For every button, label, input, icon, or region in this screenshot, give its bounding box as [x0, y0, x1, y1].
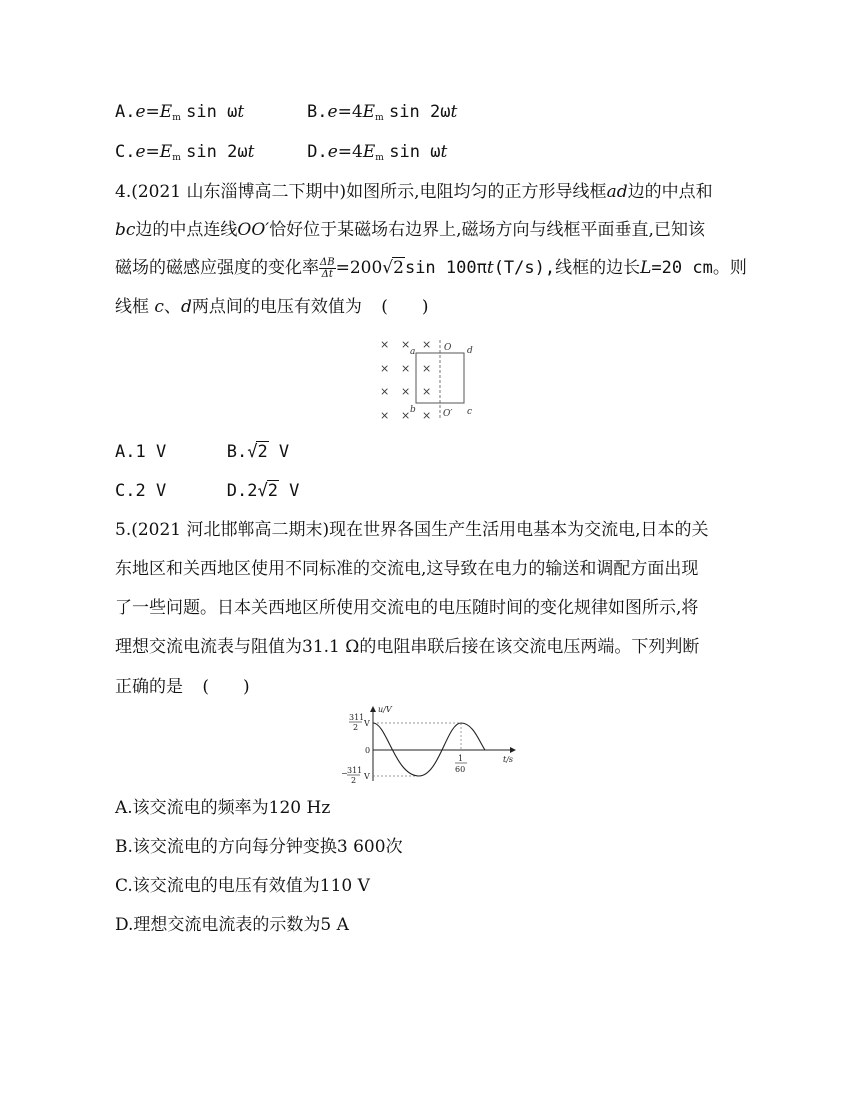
cross-mark: × [401, 362, 411, 375]
label-d: d [467, 346, 473, 356]
label-a: a [410, 347, 416, 357]
q4-options-row-1 [115, 440, 289, 464]
q5-stem-line-3: 了一些问题。日本关西地区所使用交流电的电压随时间的变化规律如图所示,将 [115, 598, 699, 618]
q4-option-a[interactable]: A.1 V [115, 442, 167, 462]
q5-stem-line-5: 正确的是 ( ) [115, 677, 250, 697]
answer-paren[interactable]: ( ) [381, 297, 429, 317]
q4-option-b[interactable]: B.√2 V [226, 442, 290, 462]
sqrt-two: √2 [382, 258, 404, 278]
q4-stem-line-3: 磁场的磁感应强度的变化率 $\frac{\Delta B}{\Delta t}$ =200√2sin 100πt(T/s),线框的边长L=20 cm。则 [115, 257, 747, 280]
label-b: b [410, 405, 416, 415]
origin-label: 0 [365, 746, 371, 755]
peak-label-unit: V [364, 719, 370, 728]
cross-mark: × [380, 362, 390, 375]
label-c: c [467, 407, 473, 417]
trough-label-num: 311 [347, 766, 363, 775]
q5-option-b[interactable]: B.该交流电的方向每分钟变换3 600次 [115, 837, 403, 857]
peak-label-num: 311 [349, 713, 365, 722]
cross-mark: × [401, 409, 411, 422]
cross-mark: × [401, 338, 411, 351]
q5-stem-line-4: 理想交流电流表与阻值为31.1 Ω的电阻串联后接在该交流电压两端。下列判断 [115, 637, 700, 657]
q3-option-c[interactable]: $C.e=E_m$ sin 2ωt [115, 142, 255, 163]
q5-stem-line-2: 东地区和关西地区使用不同标准的交流电,这导致在电力的输送和调配方面出现 [115, 559, 699, 579]
q5-stem-line-1: 5.(2021 河北邯郸高二期末)现在世界各国生产生活用电基本为交流电,日本的关 [115, 520, 709, 540]
cross-mark: × [380, 409, 390, 422]
q3-option-b[interactable]: $B.e=4E_m$ sin 2ωt [307, 102, 458, 123]
label-o: O [444, 343, 452, 353]
trough-label-sign: − [341, 769, 348, 778]
x-axis-label: t/s [503, 755, 514, 764]
q5-option-a[interactable]: A.该交流电的频率为120 Hz [115, 798, 331, 818]
cross-mark: × [422, 362, 432, 375]
q4-option-c[interactable]: C.2 V [115, 481, 167, 501]
q3-option-a[interactable]: $A.e=E_m$ sin ωt [115, 102, 245, 123]
cross-mark: × [422, 338, 432, 351]
q3-option-d[interactable]: $D.e=4E_m$ sin ωt [307, 142, 448, 163]
q4-options-row-2 [115, 479, 299, 503]
cross-mark: × [380, 385, 390, 398]
period-label-num: 1 [458, 754, 464, 763]
q4-option-d[interactable]: D.2√2 V [226, 481, 300, 501]
cross-mark: × [422, 409, 432, 422]
trough-label-unit: V [364, 772, 370, 781]
q5-voltage-graph [335, 703, 525, 785]
q5-option-d[interactable]: D.理想交流电流表的示数为5 A [115, 915, 349, 935]
rate-fraction: $\frac{\Delta B}{\Delta t}$ [320, 257, 335, 280]
q4-stem-line-4: 线框 c、d两点间的电压有效值为 ( ) [115, 297, 429, 317]
peak-label-den: 2 [353, 723, 359, 732]
q3-options-row-2 [115, 140, 447, 170]
field-crosses [380, 338, 431, 422]
q5-option-c[interactable]: C.该交流电的电压有效值为110 V [115, 876, 370, 896]
label-o-prime: O′ [443, 409, 453, 419]
cross-mark: × [380, 338, 390, 351]
q4-stem-line-2: bc边的中点连线OO′恰好位于某磁场右边界上,磁场方向与线框平面垂直,已知该 [115, 220, 705, 240]
answer-paren[interactable]: ( ) [202, 677, 250, 697]
q3-options-row-1 [115, 100, 457, 130]
q4-stem-line-1: 4.(2021 山东淄博高二下期中)如图所示,电阻均匀的正方形导线框ad边的中点和 [115, 182, 713, 202]
period-label-den: 60 [455, 765, 466, 774]
cross-mark: × [422, 385, 432, 398]
trough-label-den: 2 [351, 776, 357, 785]
q4-loop-figure [370, 336, 490, 426]
y-axis-label: u/V [378, 705, 392, 714]
cross-mark: × [401, 385, 411, 398]
